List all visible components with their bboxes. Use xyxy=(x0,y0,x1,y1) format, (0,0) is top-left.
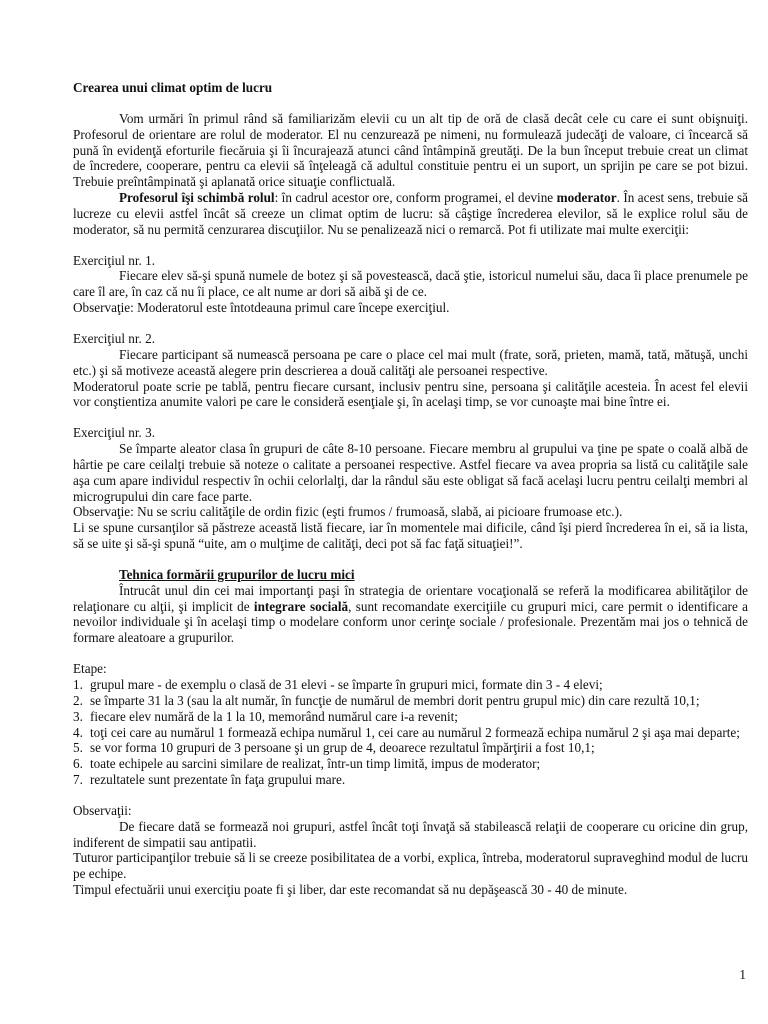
role-text-2: . În acest sens, trebuie să lucreze cu elevii astfel încât să creeze un climat optim de lucru: să câştige încrederea elevilor, să le explice rolul său de moderator, să nu permită cenzurarea discuţiilor. Nu se penalizează nici o remarcă. Pot fi utilizate mai multe exerciţii: xyxy=(73,190,748,237)
list-item xyxy=(73,756,748,772)
exercise-2-title: Exerciţiul nr. 2. xyxy=(73,330,156,346)
exercise-2-body: Fiecare participant să numească persoana pe care o place cel mai mult (frate, soră, prieten, mamă, tată, mătuşă, unchi etc.) şi să motiveze această alegere prin descrierea a două calităţi ale persoanei respective. xyxy=(73,346,748,378)
observations-line: Tuturor participanţilor trebuie să li se creeze posibilitatea de a vorbi, explica, întreba, moderatorul supraveghind modul de lucru pe echipe. xyxy=(73,850,748,882)
step-number: 4. xyxy=(73,724,83,740)
exercise-3-note: Observaţie: Nu se scriu calităţile de ordin fizic (eşti frumos / frumoasă, slabă, ai picioare frumoase etc.). xyxy=(73,504,623,520)
exercise-3-title: Exerciţiul nr. 3. xyxy=(73,425,156,441)
role-keyword: moderator xyxy=(556,190,617,206)
step-number: 7. xyxy=(73,772,83,788)
step-text: se vor forma 10 grupuri de 3 persoane şi un grup de 4, deoarece rezultatul împărţirii a fost 10,1; xyxy=(90,740,595,756)
exercise-3-body: Se împarte aleator clasa în grupuri de câte 8-10 persoane. Fiecare membru al grupului va ţine pe spate o coală albă de hârtie pe care ceilalţi trebuie să noteze o calitate a persoanei respective. Astfel fiecare va avea propria sa listă cu calităţile sale aşa cum apare individul respectiv în ochii celorlalţi, dar la rândul său este obligat să facă acelaşi lucru pentru ceilalţi membri al microgrupului din care face parte. xyxy=(73,441,748,504)
observations-paragraph: De fiecare dată se formează noi grupuri, astfel încât toţi învaţă să stabilească relaţii de cooperare cu oricine din grup, indiferent de simpatii sau antipatii. xyxy=(73,818,748,850)
spacer xyxy=(73,788,748,803)
exercise-3-note-2: Li se spune cursanţilor să păstreze această listă fiecare, iar în momentele mai dificile, când îşi pierd încrederea în ei, să ia lista, să se uite şi să-şi spună “uite, am o mulţime de calităţi, deci pot să fac faţă situaţiei!”. xyxy=(73,520,748,552)
intro-paragraph: Vom urmări în primul rând să familiarizăm elevii cu un alt tip de oră de clasă decât cele cu care ei sunt obişnuiţi. Profesorul de orientare are rolul de moderator. El nu cenzurează pe nimeni, nu formulează judecăţi de valoare, ci încearcă să pună în evidenţă eforturile fiecăruia şi îi încurajează atunci când întâmpină greutăţi. De la bun început trebuie creat un climat de încredere, cooperare, pentru ca elevii să înţeleagă că adultul constituie pentru ei un suport, un sprijin pe care se pot bizui. Trebuie preîntâmpinată şi aplanată orice situaţie conflictuală. xyxy=(73,110,748,190)
step-number: 6. xyxy=(73,756,83,772)
role-text-1: : în cadrul acestor ore, conform programei, el devine xyxy=(274,190,557,206)
exercise-1-title: Exerciţiul nr. 1. xyxy=(73,252,156,268)
page-number: 1 xyxy=(739,967,746,982)
list-item xyxy=(73,740,748,756)
observations-heading: Observaţii: xyxy=(73,802,132,818)
technique-keyword: integrare socială xyxy=(253,598,349,614)
list-item xyxy=(73,677,748,693)
step-text: toate echipele au sarcini similare de realizat, într-un timp limită, impus de moderator; xyxy=(90,756,541,772)
spacer xyxy=(73,552,748,567)
technique-text-2: , sunt recomandate exerciţiile cu grupuri mici, care permit o identificare a nevoilor individuale şi în acelaşi timp o modelare conform unor cerinţe sociale / profesionale. Prezentăm mai jos o tehnică de formare aleatoare a grupurilor. xyxy=(73,598,748,646)
spacer xyxy=(73,410,748,425)
steps-heading: Etape: xyxy=(73,661,107,677)
step-number: 2. xyxy=(73,692,83,708)
steps-list xyxy=(73,677,748,788)
step-number: 5. xyxy=(73,740,83,756)
observations-line: Timpul efectuării unui exerciţiu poate fi şi liber, dar este recomandat să nu depăşească 30 - 40 de minute. xyxy=(73,882,628,898)
technique-text-1: Întrucât unul din cei mai importanţi paşi în strategia de orientare vocaţională se referă la modificarea abilităţilor de relaţionare cu alţii, şi implicit de xyxy=(73,582,748,614)
role-paragraph xyxy=(73,190,748,238)
role-heading: Profesorul îşi schimbă rolul xyxy=(119,190,275,206)
exercise-1-note: Observaţie: Moderatorul este întotdeauna primul care începe exerciţiul. xyxy=(73,300,450,316)
step-text: se împarte 31 la 3 (sau la alt număr, în funcţie de numărul de membri dorit pentru grupul mic) din care rezultă 10,1; xyxy=(90,692,700,708)
step-number: 1. xyxy=(73,677,83,692)
exercise-1-body: Fiecare elev să-şi spună numele de botez şi să povestească, dacă ştie, istoricul numelui său, daca îi place prenumele pe care îl are, în caz că nu îi place, ce alt nume ar dori să aibă şi de ce. xyxy=(73,268,748,300)
list-item xyxy=(73,693,748,709)
list-item xyxy=(73,725,748,741)
spacer xyxy=(73,646,748,661)
document-title: Crearea unui climat optim de lucru xyxy=(73,80,273,95)
spacer xyxy=(73,238,748,253)
step-number: 3. xyxy=(73,708,83,724)
step-text: rezultatele sunt prezentate în faţa grupului mare. xyxy=(90,772,346,788)
step-text: fiecare elev numără de la 1 la 10, memorând numărul care i-a revenit; xyxy=(90,708,458,724)
technique-paragraph xyxy=(73,583,748,646)
exercise-2-note: Moderatorul poate scrie pe tablă, pentru fiecare cursant, inclusiv pentru sine, persoana şi calităţile acesteia. În acest fel elevii vor conştientiza anumite valori pe care le consideră esenţiale şi, în acelaşi timp, se vor cunoaşte mai bine între ei. xyxy=(73,378,748,410)
step-text: toţi cei care au numărul 1 formează echipa numărul 1, cei care au numărul 2 formează echipa numărul 2 şi aşa mai departe; xyxy=(90,724,740,740)
list-item xyxy=(73,709,748,725)
technique-heading: Tehnica formării grupurilor de lucru mici xyxy=(119,566,355,582)
list-item xyxy=(73,772,748,788)
spacer xyxy=(73,316,748,331)
step-text: grupul mare - de exemplu o clasă de 31 elevi - se împarte în grupuri mici, formate din 3 - 4 elevi; xyxy=(90,677,603,692)
